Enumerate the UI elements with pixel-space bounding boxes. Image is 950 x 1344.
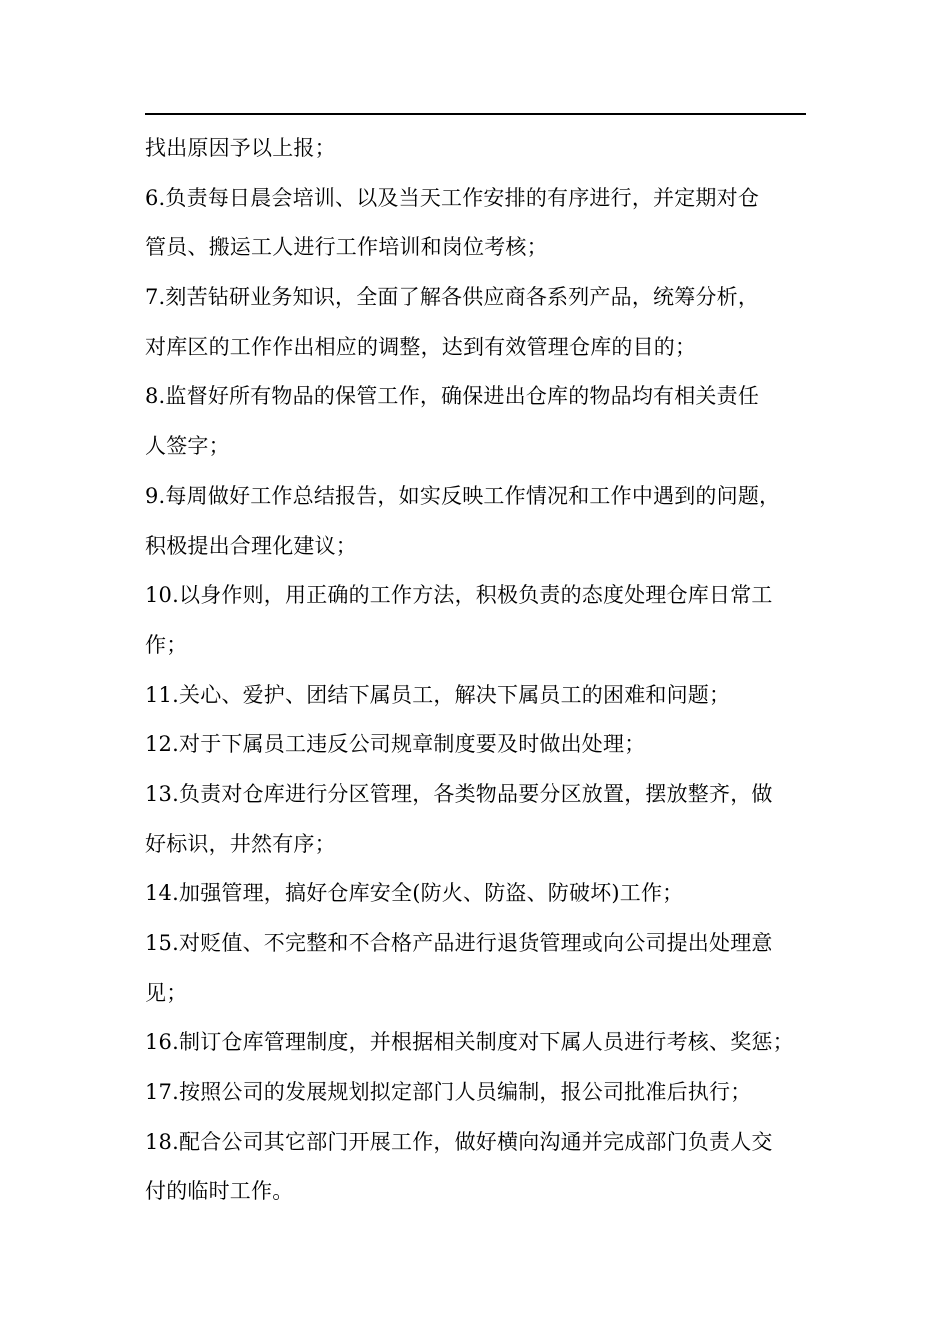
text-line: 人签字；	[145, 434, 230, 459]
text-line: 16.制订仓库管理制度，并根据相关制度对下属人员进行考核、奖惩；	[145, 1030, 794, 1055]
text-line: 13.负责对仓库进行分区管理，各类物品要分区放置，摆放整齐，做	[145, 781, 773, 806]
text-line: 积极提出合理化建议；	[145, 533, 357, 558]
header-rule	[145, 113, 806, 115]
text-line: 7.刻苦钻研业务知识，全面了解各供应商各系列产品，统筹分析，	[145, 285, 760, 310]
text-line: 12.对于下属员工违反公司规章制度要及时做出处理；	[145, 732, 646, 757]
text-line: 见；	[145, 980, 188, 1005]
text-line: 18.配合公司其它部门开展工作，做好横向沟通并完成部门负责人交	[145, 1129, 773, 1154]
text-line: 好标识，井然有序；	[145, 831, 336, 856]
text-line: 作；	[145, 632, 188, 657]
text-line: 15.对贬值、不完整和不合格产品进行退货管理或向公司提出处理意	[145, 931, 773, 955]
text-line: 6.负责每日晨会培训、以及当天工作安排的有序进行，并定期对仓	[145, 185, 760, 210]
text-line: 8.监督好所有物品的保管工作，确保进出仓库的物品均有相关责任	[145, 384, 760, 409]
text-line: 管员、搬运工人进行工作培训和岗位考核；	[145, 235, 548, 260]
document-body	[145, 124, 835, 1217]
text-line: 找出原因予以上报；	[145, 136, 336, 160]
text-line: 9.每周做好工作总结报告，如实反映工作情况和工作中遇到的问题，	[145, 483, 781, 508]
text-line: 11.关心、爱护、团结下属员工，解决下属员工的困难和问题；	[145, 682, 731, 707]
text-line: 14.加强管理，搞好仓库安全(防火、防盗、防破坏)工作；	[145, 881, 684, 906]
text-line: 10.以身作则，用正确的工作方法，积极负责的态度处理仓库日常工	[145, 583, 773, 608]
text-line: 17.按照公司的发展规划拟定部门人员编制，报公司批准后执行；	[145, 1080, 752, 1105]
text-line: 付的临时工作。	[145, 1179, 294, 1204]
text-line: 对库区的工作作出相应的调整，达到有效管理仓库的目的；	[145, 334, 697, 359]
